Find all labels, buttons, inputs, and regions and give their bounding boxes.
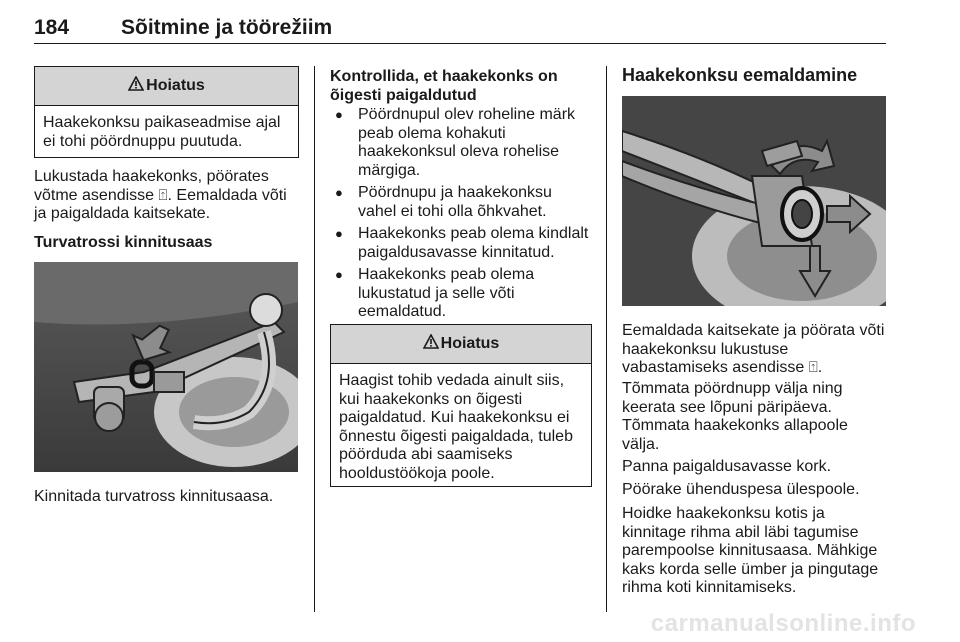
list-item: ● Haakekonks peab olema lukustatud ja selle võti eemaldatud. (333, 266, 591, 322)
paragraph-remove-step-1: Eemaldada kaitsekate ja pöörata võti haakekonksu lukustuse vabastamiseks asendisse ⍐. (622, 322, 885, 376)
section-heading-safety-cable: Turvatrossi kinnitusaas (34, 234, 213, 251)
figure-safety-cable-eyelet (34, 262, 298, 472)
check-list (333, 106, 591, 326)
page-number: 184 (34, 16, 70, 39)
warning-header (35, 67, 298, 106)
column-divider-1 (314, 66, 315, 612)
column-divider-2 (606, 66, 607, 612)
warning-text: Haagist tohib vedada ainult siis, kui haakekonks on õigesti paigaldatud. Kui haakekonksu ei õnnestu õigesti paigaldada, tuleb pöörduda abi saamiseks hooldustöökoja poole. (339, 372, 573, 482)
warning-triangle-icon (423, 334, 439, 354)
key-position-icon: ⍐ (158, 186, 168, 204)
key-position-icon: ⍐ (808, 359, 818, 376)
chapter-title: Sõitmine ja töörežiim (121, 16, 333, 39)
list-item: ● Haakekonks peab olema kindlalt paigaldusavasse kinnitatud. (333, 225, 591, 262)
paragraph-lock-hitch: Lukustada haakekonks, pöörates võtme asendisse ⍐. Eemaldada võti ja paigaldada kaitsekate. (34, 168, 287, 222)
warning-title: Hoiatus (146, 77, 205, 94)
watermark: carmanualsonline.info (650, 610, 916, 637)
paragraph-remove-step-5: Pöörake ühenduspesa ülespoole. (622, 481, 860, 498)
figure-hitch-removal (622, 96, 886, 306)
warning-box-1 (34, 66, 299, 158)
section-heading-check-hitch: Kontrollida, et haakekonks on õigesti paigaldutud (330, 68, 558, 104)
warning-box-2 (330, 324, 592, 487)
paragraph-remove-step-2: Tõmmata pöördnupp välja ning keerata see lõpuni päripäeva. (622, 380, 843, 416)
paragraph-remove-step-3: Tõmmata haakekonks allapoole välja. (622, 417, 848, 453)
caption-safety-cable: Kinnitada turvatross kinnitusaasa. (34, 488, 274, 505)
page-header (34, 9, 886, 44)
warning-triangle-icon (128, 76, 144, 96)
paragraph-remove-step-4: Panna paigaldusavasse kork. (622, 458, 832, 475)
warning-title: Hoiatus (440, 335, 500, 352)
list-item: ● Pöördnupu ja haakekonksu vahel ei tohi olla õhkvahet. (333, 184, 591, 221)
list-item: ● Pöördnupul olev roheline märk peab olema kohakuti haakekonksul oleva rohelise märgiga. (333, 106, 591, 180)
paragraph-remove-step-6: Hoidke haakekonksu kotis ja kinnitage rihma abil läbi tagumise parempoolse kinnitusaasa. Mähkige kaks korda selle ümber ja pingutage rihma koti kinnitamiseks. (622, 505, 879, 596)
warning-text: Haakekonksu paikaseadmise ajal ei tohi pöördnuppu puutuda. (43, 114, 281, 150)
warning-header (331, 325, 591, 364)
section-heading-remove-hitch: Haakekonksu eemaldamine (622, 65, 858, 85)
